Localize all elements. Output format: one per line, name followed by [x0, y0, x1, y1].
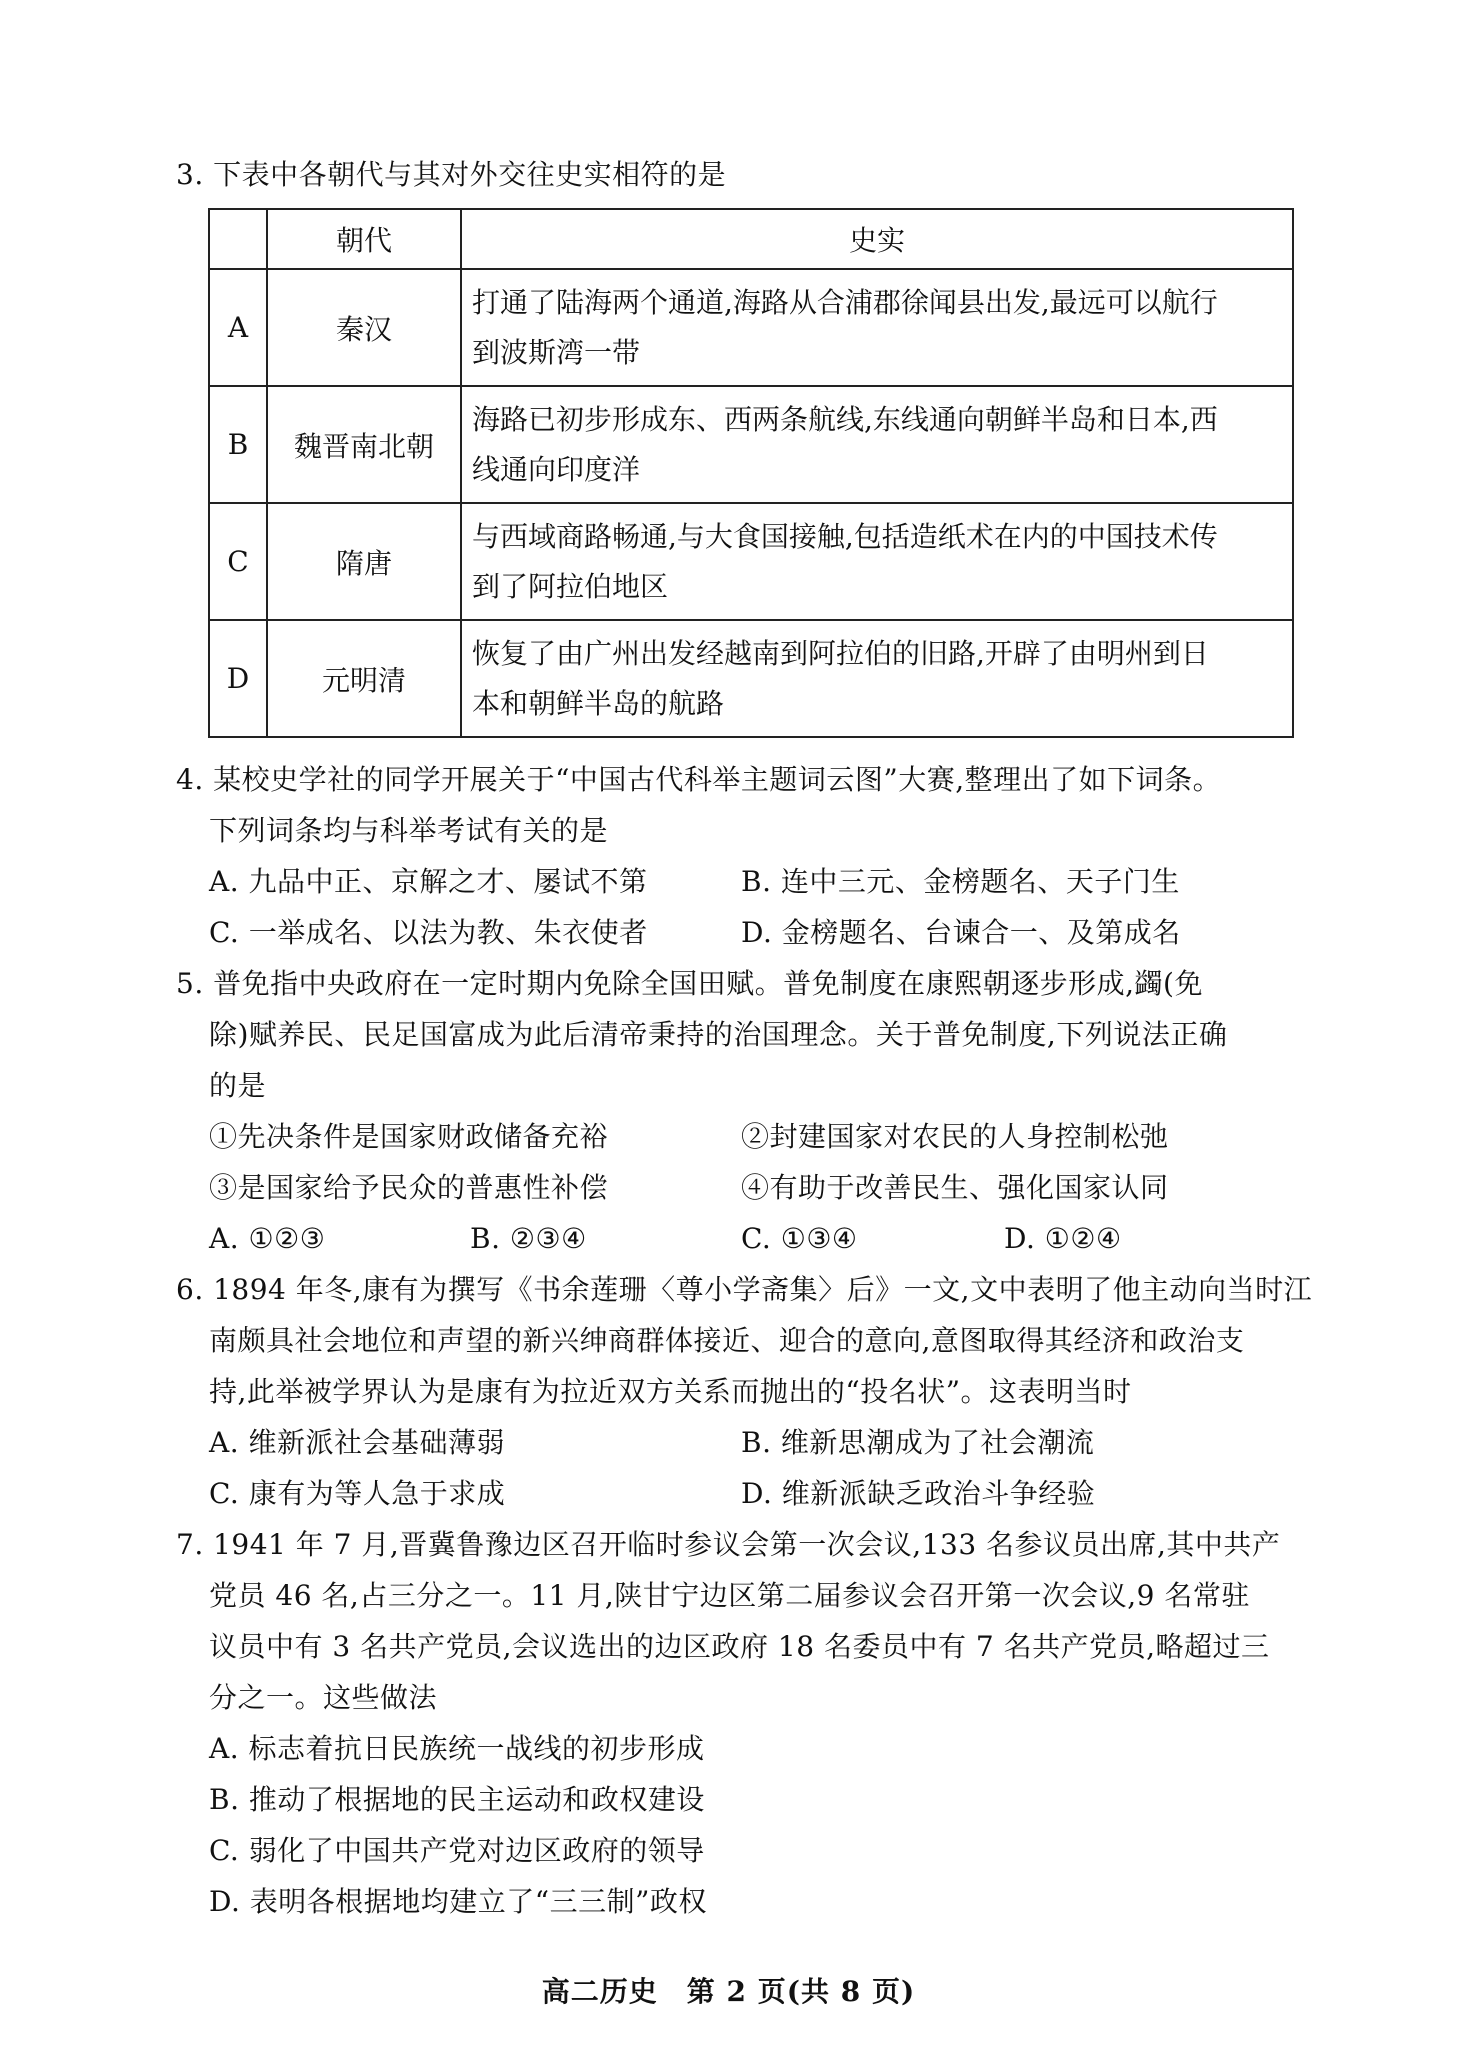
question-5-option-b: B. ②③④ [470, 1222, 587, 1255]
row-letter: C [209, 503, 267, 620]
row-fact [461, 269, 1293, 386]
row-fact-line: 到了阿拉伯地区 [472, 569, 669, 603]
table-row [209, 503, 1293, 620]
question-6-option-d: D. 维新派缺乏政治斗争经验 [741, 1477, 1096, 1510]
question-5-option-c: C. ①③④ [741, 1222, 858, 1255]
row-fact [461, 386, 1293, 503]
question-6-stem-line: 南颇具社会地位和声望的新兴绅商群体接近、迎合的意向,意图取得其经济和政治支 [209, 1324, 1245, 1357]
table-row [209, 620, 1293, 737]
row-fact-line: 海路已初步形成东、西两条航线,东线通向朝鲜半岛和日本,西 [472, 402, 1218, 436]
row-fact-line: 本和朝鲜半岛的航路 [472, 686, 725, 720]
question-6-option-c: C. 康有为等人急于求成 [209, 1477, 506, 1510]
question-4-stem-line: 下列词条均与科举考试有关的是 [209, 814, 609, 847]
row-dynasty: 隋唐 [267, 503, 461, 620]
row-dynasty: 秦汉 [267, 269, 461, 386]
question-5-option-d: D. ①②④ [1004, 1222, 1122, 1255]
row-letter: B [209, 386, 267, 503]
question-5-stem-line: 的是 [209, 1069, 267, 1102]
row-fact-line: 与西域商路畅通,与大食国接触,包括造纸术在内的中国技术传 [472, 519, 1218, 553]
question-4-option-c: C. 一举成名、以法为教、朱衣使者 [209, 916, 648, 949]
question-6-option-b: B. 维新思潮成为了社会潮流 [741, 1426, 1095, 1459]
question-7-option-b: B. 推动了根据地的民主运动和政权建设 [209, 1783, 705, 1816]
question-5-item-2: ②封建国家对农民的人身控制松弛 [741, 1120, 1169, 1153]
row-fact [461, 503, 1293, 620]
page-footer: 高二历史 第 2 页(共 8 页) [541, 1975, 916, 2008]
question-4-option-b: B. 连中三元、金榜题名、天子门生 [741, 865, 1180, 898]
question-5-option-a: A. ①②③ [209, 1222, 326, 1255]
question-5-item-1: ①先决条件是国家财政储备充裕 [209, 1120, 609, 1153]
question-6-stem-line: 6. 1894 年冬,康有为撰写《书余莲珊〈尊小学斋集〉后》一文,文中表明了他主动向当时江 [176, 1273, 1313, 1306]
table-header-blank [209, 209, 267, 269]
question-7-option-c: C. 弱化了中国共产党对边区政府的领导 [209, 1834, 705, 1867]
row-fact-line: 打通了陆海两个通道,海路从合浦郡徐闻县出发,最远可以航行 [472, 285, 1218, 319]
question-7-stem-line: 7. 1941 年 7 月,晋冀鲁豫边区召开临时参议会第一次会议,133 名参议员出席,其中共产 [176, 1528, 1281, 1561]
question-5-stem-line: 除)赋养民、民足国富成为此后清帝秉持的治国理念。关于普免制度,下列说法正确 [209, 1018, 1228, 1051]
question-5-item-4: ④有助于改善民生、强化国家认同 [741, 1171, 1169, 1204]
question-4-stem-line: 4. 某校史学社的同学开展关于“中国古代科举主题词云图”大赛,整理出了如下词条。 [176, 763, 1222, 796]
table-row [209, 269, 1293, 386]
table-header-fact: 史实 [461, 209, 1293, 269]
row-dynasty: 魏晋南北朝 [267, 386, 461, 503]
row-fact-line: 恢复了由广州出发经越南到阿拉伯的旧路,开辟了由明州到日 [472, 636, 1209, 670]
question-7-stem-line: 分之一。这些做法 [209, 1681, 438, 1714]
dynasty-table [208, 208, 1294, 738]
row-fact-line: 到波斯湾一带 [472, 335, 641, 369]
question-5-stem-line: 5. 普免指中央政府在一定时期内免除全国田赋。普免制度在康熙朝逐步形成,蠲(免 [176, 967, 1203, 1000]
question-4-option-a: A. 九品中正、京解之才、屡试不第 [209, 865, 648, 898]
question-7-option-a: A. 标志着抗日民族统一战线的初步形成 [209, 1732, 705, 1765]
row-letter: A [209, 269, 267, 386]
row-letter: D [209, 620, 267, 737]
row-fact [461, 620, 1293, 737]
row-dynasty: 元明清 [267, 620, 461, 737]
question-3-stem: 3. 下表中各朝代与其对外交往史实相符的是 [176, 158, 727, 191]
question-4-option-d: D. 金榜题名、台谏合一、及第成名 [741, 916, 1181, 949]
question-5-item-3: ③是国家给予民众的普惠性补偿 [209, 1171, 609, 1204]
question-6-stem-line: 持,此举被学界认为是康有为拉近双方关系而抛出的“投名状”。这表明当时 [209, 1375, 1132, 1408]
question-7-stem-line: 议员中有 3 名共产党员,会议选出的边区政府 18 名委员中有 7 名共产党员,略超过三 [209, 1630, 1270, 1663]
table-header-row [209, 209, 1293, 269]
table-header-dynasty: 朝代 [267, 209, 461, 269]
table-row [209, 386, 1293, 503]
row-fact-line: 线通向印度洋 [472, 452, 641, 486]
question-6-option-a: A. 维新派社会基础薄弱 [209, 1426, 506, 1459]
question-7-option-d: D. 表明各根据地均建立了“三三制”政权 [209, 1885, 707, 1918]
question-7-stem-line: 党员 46 名,占三分之一。11 月,陕甘宁边区第二届参议会召开第一次会议,9 名常驻 [209, 1579, 1250, 1612]
